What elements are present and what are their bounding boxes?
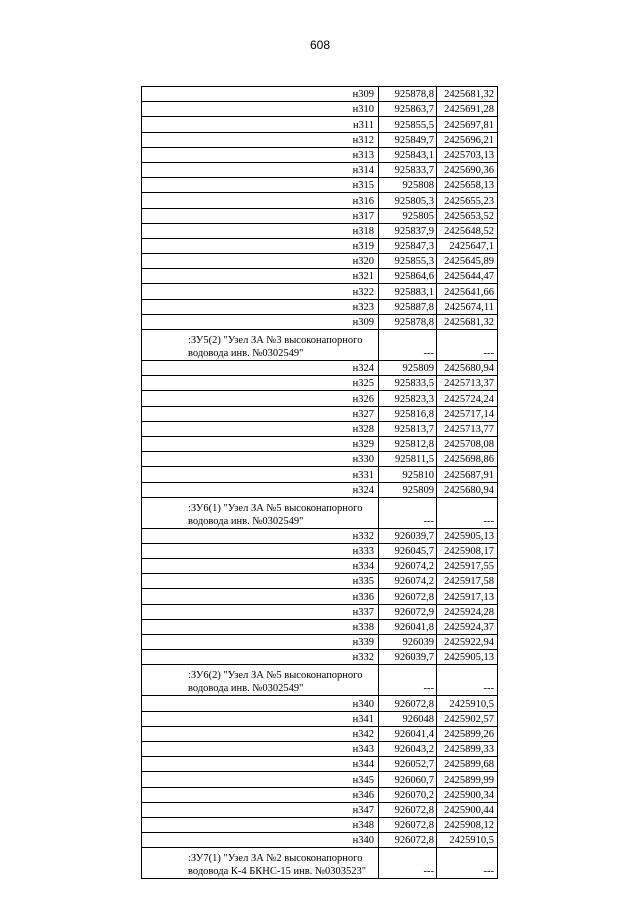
- y-coordinate-cell: 2425717,14: [437, 406, 498, 421]
- table-row: [142, 314, 498, 329]
- y-coordinate-cell: 2425900,34: [437, 787, 498, 802]
- y-coordinate-cell: 2425697,81: [437, 117, 498, 132]
- x-coordinate-cell: 926072,8: [379, 589, 437, 604]
- table-row: [142, 467, 498, 482]
- x-coordinate-cell: 925833,7: [379, 162, 437, 177]
- table-row: [142, 208, 498, 223]
- table-row: [142, 833, 498, 848]
- point-name-cell: н342: [142, 726, 379, 741]
- y-coordinate-cell: 2425908,17: [437, 543, 498, 558]
- y-coordinate-cell: 2425645,89: [437, 254, 498, 269]
- x-coordinate-cell: 925863,7: [379, 102, 437, 117]
- table-row: [142, 802, 498, 817]
- point-name-cell: н323: [142, 299, 379, 314]
- table-row: [142, 635, 498, 650]
- point-name-cell: н329: [142, 436, 379, 451]
- point-name-cell: н341: [142, 711, 379, 726]
- parcel-header-row: [142, 665, 498, 696]
- y-coordinate-cell: 2425908,12: [437, 817, 498, 832]
- table-row: [142, 436, 498, 451]
- y-coordinate-cell: 2425703,13: [437, 147, 498, 162]
- table-row: [142, 757, 498, 772]
- x-coordinate-cell: 925883,1: [379, 284, 437, 299]
- y-coordinate-cell: 2425680,94: [437, 361, 498, 376]
- table-row: [142, 87, 498, 102]
- parcel-title-cell: :ЗУ7(1) "Узел ЗА №2 высоконапорного водовода К-4 БКНС-15 инв. №0303523": [142, 848, 379, 879]
- x-coordinate-cell: 925823,3: [379, 391, 437, 406]
- x-coordinate-cell: 925809: [379, 361, 437, 376]
- x-coordinate-cell: 926072,8: [379, 817, 437, 832]
- table-row: [142, 711, 498, 726]
- y-coordinate-cell: 2425910,5: [437, 833, 498, 848]
- y-coordinate-cell: 2425905,13: [437, 650, 498, 665]
- page-number: 608: [309, 38, 331, 52]
- table-row: [142, 132, 498, 147]
- point-name-cell: н325: [142, 376, 379, 391]
- y-coordinate-cell: 2425713,37: [437, 376, 498, 391]
- x-coordinate-cell: 926072,8: [379, 833, 437, 848]
- table-row: [142, 102, 498, 117]
- x-coordinate-cell: 925878,8: [379, 314, 437, 329]
- table-row: [142, 482, 498, 497]
- x-coordinate-cell: 926072,9: [379, 604, 437, 619]
- x-coordinate-cell: 926039: [379, 635, 437, 650]
- coordinates-table: [141, 86, 498, 879]
- table-row: [142, 772, 498, 787]
- table-row: [142, 817, 498, 832]
- y-coordinate-cell: 2425680,94: [437, 482, 498, 497]
- point-name-cell: н336: [142, 589, 379, 604]
- y-coordinate-cell: 2425691,28: [437, 102, 498, 117]
- point-name-cell: н331: [142, 467, 379, 482]
- table-row: [142, 162, 498, 177]
- y-coordinate-cell: 2425644,47: [437, 269, 498, 284]
- point-name-cell: н310: [142, 102, 379, 117]
- table-row: [142, 284, 498, 299]
- table-row: [142, 726, 498, 741]
- point-name-cell: н335: [142, 574, 379, 589]
- point-name-cell: н338: [142, 619, 379, 634]
- y-coordinate-cell: 2425899,26: [437, 726, 498, 741]
- x-coordinate-cell: 925811,5: [379, 452, 437, 467]
- y-coordinate-cell: ---: [437, 497, 498, 528]
- x-coordinate-cell: 926072,8: [379, 802, 437, 817]
- x-coordinate-cell: 925810: [379, 467, 437, 482]
- parcel-title-cell: :ЗУ5(2) "Узел ЗА №3 высоконапорного водовода инв. №0302549": [142, 330, 379, 361]
- x-coordinate-cell: 926039,7: [379, 528, 437, 543]
- table-row: [142, 391, 498, 406]
- y-coordinate-cell: 2425653,52: [437, 208, 498, 223]
- table-row: [142, 696, 498, 711]
- x-coordinate-cell: 925855,3: [379, 254, 437, 269]
- table-row: [142, 543, 498, 558]
- point-name-cell: н330: [142, 452, 379, 467]
- coordinates-table-body: [142, 87, 498, 879]
- y-coordinate-cell: 2425641,66: [437, 284, 498, 299]
- y-coordinate-cell: 2425899,33: [437, 741, 498, 756]
- y-coordinate-cell: ---: [437, 848, 498, 879]
- table-row: [142, 147, 498, 162]
- table-row: [142, 376, 498, 391]
- table-row: [142, 421, 498, 436]
- x-coordinate-cell: 925849,7: [379, 132, 437, 147]
- y-coordinate-cell: 2425922,94: [437, 635, 498, 650]
- point-name-cell: н312: [142, 132, 379, 147]
- parcel-title-cell: :ЗУ6(1) "Узел ЗА №5 высоконапорного водовода инв. №0302549": [142, 497, 379, 528]
- point-name-cell: н344: [142, 757, 379, 772]
- y-coordinate-cell: 2425917,58: [437, 574, 498, 589]
- point-name-cell: н343: [142, 741, 379, 756]
- table-row: [142, 741, 498, 756]
- y-coordinate-cell: 2425917,55: [437, 559, 498, 574]
- table-row: [142, 619, 498, 634]
- x-coordinate-cell: 925805: [379, 208, 437, 223]
- y-coordinate-cell: 2425924,37: [437, 619, 498, 634]
- y-coordinate-cell: 2425713,77: [437, 421, 498, 436]
- point-name-cell: н337: [142, 604, 379, 619]
- point-name-cell: н319: [142, 238, 379, 253]
- x-coordinate-cell: 925833,5: [379, 376, 437, 391]
- x-coordinate-cell: 926041,4: [379, 726, 437, 741]
- table-row: [142, 254, 498, 269]
- x-coordinate-cell: ---: [379, 665, 437, 696]
- table-row: [142, 361, 498, 376]
- table-row: [142, 193, 498, 208]
- y-coordinate-cell: 2425655,23: [437, 193, 498, 208]
- table-row: [142, 574, 498, 589]
- point-name-cell: н332: [142, 528, 379, 543]
- point-name-cell: н334: [142, 559, 379, 574]
- y-coordinate-cell: 2425902,57: [437, 711, 498, 726]
- parcel-header-row: [142, 497, 498, 528]
- point-name-cell: н324: [142, 361, 379, 376]
- y-coordinate-cell: ---: [437, 330, 498, 361]
- x-coordinate-cell: 926074,2: [379, 559, 437, 574]
- point-name-cell: н320: [142, 254, 379, 269]
- y-coordinate-cell: 2425724,24: [437, 391, 498, 406]
- table-row: [142, 604, 498, 619]
- y-coordinate-cell: 2425648,52: [437, 223, 498, 238]
- x-coordinate-cell: 925878,8: [379, 87, 437, 102]
- point-name-cell: н332: [142, 650, 379, 665]
- y-coordinate-cell: 2425708,08: [437, 436, 498, 451]
- x-coordinate-cell: 925887,8: [379, 299, 437, 314]
- point-name-cell: н340: [142, 833, 379, 848]
- x-coordinate-cell: 926074,2: [379, 574, 437, 589]
- y-coordinate-cell: ---: [437, 665, 498, 696]
- table-row: [142, 650, 498, 665]
- y-coordinate-cell: 2425658,13: [437, 178, 498, 193]
- x-coordinate-cell: 925809: [379, 482, 437, 497]
- x-coordinate-cell: 925813,7: [379, 421, 437, 436]
- point-name-cell: н311: [142, 117, 379, 132]
- x-coordinate-cell: ---: [379, 497, 437, 528]
- point-name-cell: н340: [142, 696, 379, 711]
- x-coordinate-cell: ---: [379, 848, 437, 879]
- point-name-cell: н315: [142, 178, 379, 193]
- x-coordinate-cell: 926060,7: [379, 772, 437, 787]
- y-coordinate-cell: 2425905,13: [437, 528, 498, 543]
- y-coordinate-cell: 2425681,32: [437, 314, 498, 329]
- y-coordinate-cell: 2425917,13: [437, 589, 498, 604]
- y-coordinate-cell: 2425910,5: [437, 696, 498, 711]
- x-coordinate-cell: 925805,3: [379, 193, 437, 208]
- x-coordinate-cell: 925847,3: [379, 238, 437, 253]
- y-coordinate-cell: 2425674,11: [437, 299, 498, 314]
- point-name-cell: н314: [142, 162, 379, 177]
- point-name-cell: н347: [142, 802, 379, 817]
- x-coordinate-cell: 926052,7: [379, 757, 437, 772]
- table-row: [142, 238, 498, 253]
- table-row: [142, 223, 498, 238]
- point-name-cell: н339: [142, 635, 379, 650]
- parcel-title-cell: :ЗУ6(2) "Узел ЗА №5 высоконапорного водовода инв. №0302549": [142, 665, 379, 696]
- table-row: [142, 559, 498, 574]
- x-coordinate-cell: 925855,5: [379, 117, 437, 132]
- y-coordinate-cell: 2425647,1: [437, 238, 498, 253]
- point-name-cell: н316: [142, 193, 379, 208]
- x-coordinate-cell: 925843,1: [379, 147, 437, 162]
- x-coordinate-cell: 926045,7: [379, 543, 437, 558]
- table-row: [142, 452, 498, 467]
- point-name-cell: н322: [142, 284, 379, 299]
- x-coordinate-cell: 925837,9: [379, 223, 437, 238]
- x-coordinate-cell: 925812,8: [379, 436, 437, 451]
- point-name-cell: н333: [142, 543, 379, 558]
- y-coordinate-cell: 2425899,68: [437, 757, 498, 772]
- point-name-cell: н318: [142, 223, 379, 238]
- x-coordinate-cell: 925816,8: [379, 406, 437, 421]
- table-row: [142, 589, 498, 604]
- y-coordinate-cell: 2425696,21: [437, 132, 498, 147]
- table-row: [142, 269, 498, 284]
- y-coordinate-cell: 2425924,28: [437, 604, 498, 619]
- point-name-cell: н309: [142, 314, 379, 329]
- point-name-cell: н348: [142, 817, 379, 832]
- point-name-cell: н345: [142, 772, 379, 787]
- table-row: [142, 178, 498, 193]
- y-coordinate-cell: 2425687,91: [437, 467, 498, 482]
- parcel-header-row: [142, 330, 498, 361]
- x-coordinate-cell: 925808: [379, 178, 437, 193]
- table-row: [142, 787, 498, 802]
- y-coordinate-cell: 2425698,86: [437, 452, 498, 467]
- y-coordinate-cell: 2425681,32: [437, 87, 498, 102]
- table-row: [142, 117, 498, 132]
- y-coordinate-cell: 2425899,99: [437, 772, 498, 787]
- x-coordinate-cell: 926039,7: [379, 650, 437, 665]
- point-name-cell: н326: [142, 391, 379, 406]
- point-name-cell: н317: [142, 208, 379, 223]
- point-name-cell: н309: [142, 87, 379, 102]
- x-coordinate-cell: 926048: [379, 711, 437, 726]
- x-coordinate-cell: 926072,8: [379, 696, 437, 711]
- y-coordinate-cell: 2425900,44: [437, 802, 498, 817]
- table-row: [142, 299, 498, 314]
- parcel-header-row: [142, 848, 498, 879]
- table-row: [142, 406, 498, 421]
- point-name-cell: н327: [142, 406, 379, 421]
- point-name-cell: н346: [142, 787, 379, 802]
- point-name-cell: н313: [142, 147, 379, 162]
- point-name-cell: н328: [142, 421, 379, 436]
- point-name-cell: н324: [142, 482, 379, 497]
- x-coordinate-cell: 926043,2: [379, 741, 437, 756]
- x-coordinate-cell: 925864,6: [379, 269, 437, 284]
- point-name-cell: н321: [142, 269, 379, 284]
- x-coordinate-cell: 926070,2: [379, 787, 437, 802]
- x-coordinate-cell: 926041,8: [379, 619, 437, 634]
- y-coordinate-cell: 2425690,36: [437, 162, 498, 177]
- x-coordinate-cell: ---: [379, 330, 437, 361]
- table-row: [142, 528, 498, 543]
